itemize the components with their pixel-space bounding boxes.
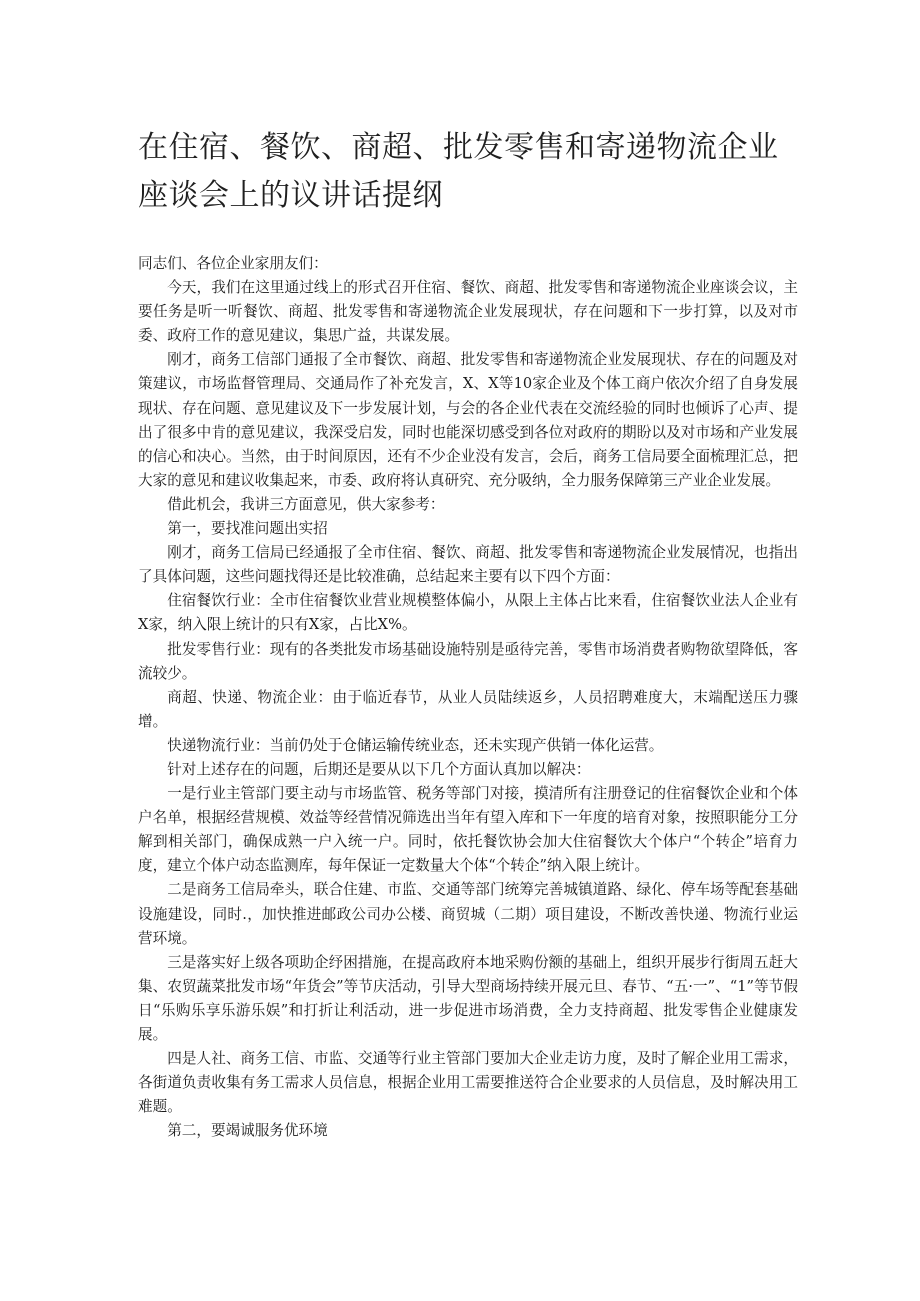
section-heading-2: 第二，要竭诚服务优环境 xyxy=(167,1122,328,1140)
paragraph-solutions-intro: 针对上述存在的问题，后期还是要从以下几个方面认真加以解决： xyxy=(167,760,591,778)
document-title: 在住宿、餐饮、商超、批发零售和寄递物流企业座谈会上的议讲话提纲 xyxy=(138,130,779,213)
section-heading-1: 第一，要找准问题出实招 xyxy=(167,520,328,538)
paragraph-intro: 借此机会，我讲三方面意见，供大家参考： xyxy=(167,495,445,513)
paragraph-measure-3: 三是落实好上级各项助企纾困措施，在提高政府本地采购份额的基础上，组织开展步行街周五赶大集、农贸蔬菜批发市场“年货会”等节庆活动，引导大型商场持续开展元旦、春节、“五·一”、“1”等节假日“乐购乐享乐游乐娱”和打折让利活动，进一步促进市场消费，全力支持商超、批发零售企业健康发展。 xyxy=(138,953,798,1043)
paragraph-measure-2: 二是商务工信局牵头，联合住建、市监、交通等部门统筹完善城镇道路、绿化、停车场等配套基础设施建设，同时.，加快推进邮政公司办公楼、商贸城（二期）项目建设，不断改善快递、物流行业运营环境。 xyxy=(138,881,798,947)
paragraph-opening: 今天，我们在这里通过线上的形式召开住宿、餐饮、商超、批发零售和寄递物流企业座谈会议，主要任务是听一听餐饮、商超、批发零售和寄递物流企业发展现状，存在问题和下一步打算，以及对市委、政府工作的意见建议，集思广益，共谋发展。 xyxy=(138,279,798,345)
document-page xyxy=(138,124,798,1143)
document-body xyxy=(138,252,798,1143)
paragraph-measure-1: 一是行业主管部门要主动与市场监管、税务等部门对接，摸清所有注册登记的住宿餐饮企业和个体户名单，根据经营规模、效益等经营情况筛选出当年有望入库和下一年度的培育对象，按照职能分工分解到相关部门，确保成熟一户入统一户。同时，依托餐饮协会加大住宿餐饮大个体户“个转企”培育力度，建立个体户动态监测库，每年保证一定数量大个体“个转企”纳入限上统计。 xyxy=(138,785,798,875)
salutation: 同志们、各位企业家朋友们： xyxy=(138,255,328,272)
paragraph-problems: 刚才，商务工信局已经通报了全市住宿、餐饮、商超、批发零售和寄递物流企业发展情况，也指出了具体问题，这些问题找得还是比较准确，总结起来主要有以下四个方面： xyxy=(138,544,798,586)
paragraph-wholesale-retail: 批发零售行业：现有的各类批发市场基础设施特别是亟待完善，零售市场消费者购物欲望降低，客流较少。 xyxy=(138,640,798,682)
paragraph-measure-4: 四是人社、商务工信、市监、交通等行业主管部门要加大企业走访力度，及时了解企业用工需求，各街道负责收集有务工需求人员信息，根据企业用工需要推送符合企业要求的人员信息，及时解决用工难题。 xyxy=(138,1050,798,1116)
paragraph-lodging-catering: 住宿餐饮行业：全市住宿餐饮业营业规模整体偏小，从限上主体占比来看，住宿餐饮业法人企业有X家，纳入限上统计的只有X家，占比X%。 xyxy=(138,592,798,634)
paragraph-review: 刚才，商务工信部门通报了全市餐饮、商超、批发零售和寄递物流企业发展现状、存在的问题及对策建议，市场监督管理局、交通局作了补充发言，X、X等10家企业及个体工商户依次介绍了自身发展现状、存在问题、意见建议及下一步发展计划，与会的各企业代表在交流经验的同时也倾诉了心声、提出了很多中肯的意见建议，我深受启发，同时也能深切感受到各位对政府的期盼以及对市场和产业发展的信心和决心。当然，由于时间原因，还有不少企业没有发言，会后，商务工信局要全面梳理汇总，把大家的意见和建议收集起来，市委、政府将认真研究、充分吸纳，全力服务保障第三产业企业发展。 xyxy=(138,351,798,489)
paragraph-express-logistics: 快递物流行业：当前仍处于仓储运输传统业态，还未实现产供销一体化运营。 xyxy=(167,736,664,754)
paragraph-supermarket-logistics: 商超、快递、物流企业：由于临近春节，从业人员陆续返乡，人员招聘难度大，末端配送压力骤增。 xyxy=(138,688,798,730)
